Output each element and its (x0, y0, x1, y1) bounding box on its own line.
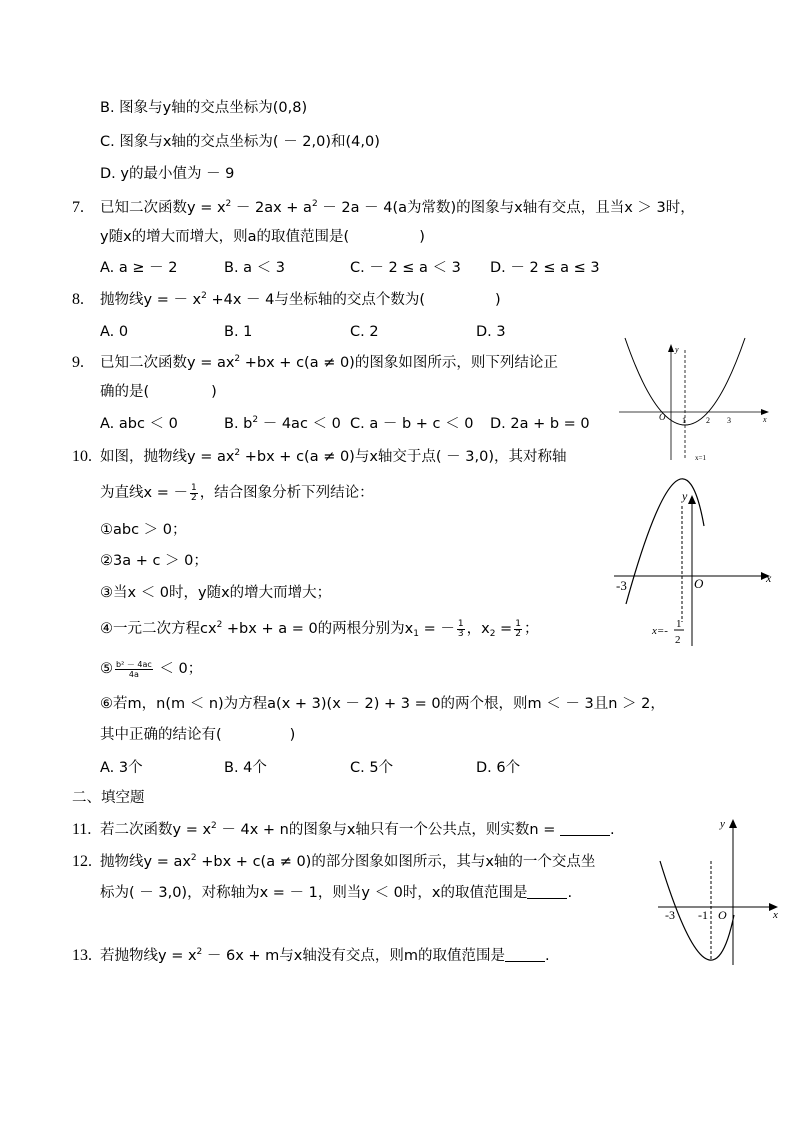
numerator: 1 (190, 482, 197, 493)
q10-option-c: C. 5个 (350, 760, 394, 776)
tick-label-neg3: -3 (665, 908, 675, 922)
y-axis-label: y (720, 818, 725, 830)
q7-option-c: C. － 2 ≤ a ＜ 3 (350, 260, 461, 276)
y-axis-arrow (729, 819, 737, 828)
y-axis-label: y (675, 345, 679, 354)
q10-s4-text-d: ，x (466, 621, 490, 637)
q9-option-c: C. a － b + c ＜ 0 (350, 416, 474, 432)
q13-stem (100, 946, 550, 966)
q12-text-b: +bx + c(a ≠ 0)的部分图象如图所示，其与x轴的一个交点坐 (196, 854, 596, 870)
exponent: 2 (211, 821, 217, 831)
origin-label: O (718, 908, 727, 922)
q8-option-b: B. 1 (224, 324, 253, 340)
section-heading-fill-in: 二、填空题 (72, 790, 145, 806)
q10-stem-line2 (100, 483, 374, 503)
q12-stem-line2 (100, 883, 572, 903)
q7-text-d: y随x的增大而增大，则a的取值范围是( (100, 229, 350, 245)
numerator: b² － 4ac (116, 659, 152, 669)
fraction-one-half (190, 484, 198, 503)
exponent: 2 (196, 947, 203, 957)
q8-text-b: +4x － 4与坐标轴的交点个数为( (206, 292, 426, 308)
exponent: 2 (234, 354, 241, 364)
tick-label-1: 1 (682, 416, 686, 425)
q9-stem-line1 (100, 353, 558, 373)
q8-text-a: 抛物线y = － x (100, 292, 202, 308)
q11-period: . (610, 822, 615, 838)
denominator: 2 (515, 628, 521, 639)
x-axis-label: x (763, 415, 767, 424)
q13-text-b: － 6x + m与x轴没有交点，则m的取值范围是 (202, 948, 505, 964)
exponent: 2 (252, 415, 259, 425)
q8-paren: ) (495, 292, 501, 308)
fraction-denominator: 2 (675, 634, 681, 646)
q7-stem-line1 (100, 198, 695, 218)
q10-paren: ) (289, 727, 296, 743)
q6-option-d: D. y的最小值为 － 9 (100, 166, 235, 182)
q13-number: 13. (72, 947, 92, 964)
q10-s5-text: ＜ 0； (154, 661, 203, 677)
q10-statement-5 (100, 659, 202, 679)
q8-stem (100, 290, 501, 310)
fraction-one-half (514, 620, 522, 639)
q10-question-text: 其中正确的结论有( (100, 727, 222, 743)
q8-option-d: D. 3 (476, 324, 506, 340)
y-axis-arrow (688, 495, 696, 504)
q10-statement-1: ①abc ＞ 0； (100, 522, 187, 538)
q7-text-b: － 2ax + a (231, 200, 312, 216)
q7-stem-line2 (100, 227, 425, 247)
q6-option-c: C. 图象与x轴的交点坐标为( － 2,0)和(4,0) (100, 134, 380, 150)
q10-statement-2: ②3a + c ＞ 0； (100, 553, 208, 569)
q13-period: . (545, 948, 550, 964)
q10-s4-text-e: = (495, 621, 513, 637)
q12-text-a: 抛物线y = ax (100, 854, 191, 870)
exponent: 2 (234, 448, 241, 458)
q13-answer-blank[interactable] (505, 947, 545, 962)
q9-text-c: 确的是( (100, 384, 150, 400)
q10-number: 10. (72, 448, 92, 465)
q10-text-b: +bx + c(a ≠ 0)与x轴交于点( － 3,0)，其对称轴 (240, 449, 567, 465)
q10-question (100, 725, 295, 745)
q10-statement-3: ③当x ＜ 0时，y随x的增大而增大； (100, 585, 332, 601)
q9-parabola-figure (615, 336, 775, 464)
q8-option-a: A. 0 (100, 324, 129, 340)
q10-s4-text-b: +bx + a = 0的两根分别为x (222, 621, 414, 637)
numerator: 1 (515, 618, 521, 629)
q9-option-a: A. abc ＜ 0 (100, 416, 178, 432)
y-axis-label: y (682, 489, 688, 503)
q10-text-d: ，结合图象分析下列结论： (199, 485, 374, 501)
q11-number: 11. (72, 821, 92, 838)
q10-text-a: 如图，抛物线y = ax (100, 449, 235, 465)
numerator: 1 (457, 618, 464, 629)
q9-text-b: +bx + c(a ≠ 0)的图象如图所示，则下列结论正 (240, 355, 558, 371)
tick-label-2: 2 (706, 416, 710, 425)
q10-option-b: B. 4个 (224, 760, 267, 776)
q11-text-a: 若二次函数y = x (100, 822, 212, 838)
q12-text-c: 标为( － 3,0)，对称轴为x = － 1，则当y ＜ 0时，x的取值范围是 (100, 885, 528, 901)
q7-paren: ) (419, 229, 425, 245)
exponent: 2 (190, 853, 197, 863)
q10-statement-6: ⑥若m，n(m ＜ n)为方程a(x + 3)(x － 2) + 3 = 0的两个根，则m ＜ － 3且n ＞ 2， (100, 696, 665, 712)
q10-text-c: 为直线x = － (100, 485, 188, 501)
q10-s5-marker: ⑤ (100, 661, 113, 677)
fraction-numerator: 1 (676, 618, 682, 630)
q8-option-c: C. 2 (350, 324, 379, 340)
q7-text-a: 已知二次函数y = x (100, 200, 226, 216)
q9-stem-line2 (100, 382, 217, 402)
q12-stem-line1 (100, 852, 595, 872)
tick-label-neg1: -1 (698, 908, 708, 922)
q10-parabola-figure (612, 486, 782, 652)
symmetry-axis-label: x=1 (695, 454, 706, 462)
denominator: 2 (190, 492, 197, 503)
q9-paren: ) (211, 384, 217, 400)
exponent: 2 (201, 291, 207, 301)
q11-text-b: － 4x + n的图象与x轴只有一个公共点，则实数n = (216, 822, 556, 838)
x-axis-label: x (773, 909, 778, 921)
subscript-2: 2 (489, 629, 496, 639)
q10-option-d: D. 6个 (476, 760, 521, 776)
q12-answer-blank[interactable] (527, 884, 567, 899)
q6-option-b: B. 图象与y轴的交点坐标为(0,8) (100, 100, 308, 116)
x-axis-label: x (766, 571, 772, 585)
symmetry-axis-label: x=- (652, 625, 668, 637)
q12-period: . (567, 885, 573, 901)
tick-label-3: 3 (727, 416, 731, 425)
q12-parabola-figure (656, 815, 788, 967)
q7-option-b: B. a ＜ 3 (224, 260, 285, 276)
q7-option-a: A. a ≥ － 2 (100, 260, 178, 276)
fraction-discriminant (115, 660, 153, 679)
denominator: 3 (457, 628, 464, 639)
q11-answer-blank[interactable] (560, 821, 610, 836)
exponent: 2 (216, 620, 223, 630)
q13-text-a: 若抛物线y = x (100, 948, 197, 964)
q10-statement-4 (100, 619, 538, 639)
q9-text-a: 已知二次函数y = ax (100, 355, 235, 371)
q7-text-c: － 2a － 4(a为常数)的图象与x轴有交点，且当x ＞ 3时， (317, 200, 695, 216)
q7-option-d: D. － 2 ≤ a ≤ 3 (490, 260, 600, 276)
q7-number: 7. (72, 199, 84, 216)
q9-option-b-text2: － 4ac ＜ 0 (258, 416, 341, 432)
q12-number: 12. (72, 853, 92, 870)
q8-number: 8. (72, 291, 84, 308)
q10-s4-text-a: ④一元二次方程cx (100, 621, 217, 637)
q10-option-a: A. 3个 (100, 760, 143, 776)
fraction-one-third (457, 620, 465, 639)
exponent: 2 (311, 199, 318, 209)
q9-option-b (224, 414, 341, 434)
q9-option-b-text: B. b (224, 416, 253, 432)
q9-number: 9. (72, 354, 84, 371)
tick-label-neg3: -3 (616, 578, 627, 593)
y-axis-arrow (668, 344, 674, 352)
q9-option-d: D. 2a + b = 0 (490, 416, 590, 432)
subscript-1: 1 (413, 629, 420, 639)
origin-label: O (694, 576, 704, 591)
denominator: 4a (128, 669, 139, 679)
q11-stem (100, 820, 615, 840)
q10-stem-line1 (100, 447, 567, 467)
exponent: 2 (225, 199, 232, 209)
q10-s4-text-f: ； (523, 621, 539, 637)
q10-s4-text-c: = － (419, 621, 455, 637)
origin-label: O (659, 412, 666, 422)
